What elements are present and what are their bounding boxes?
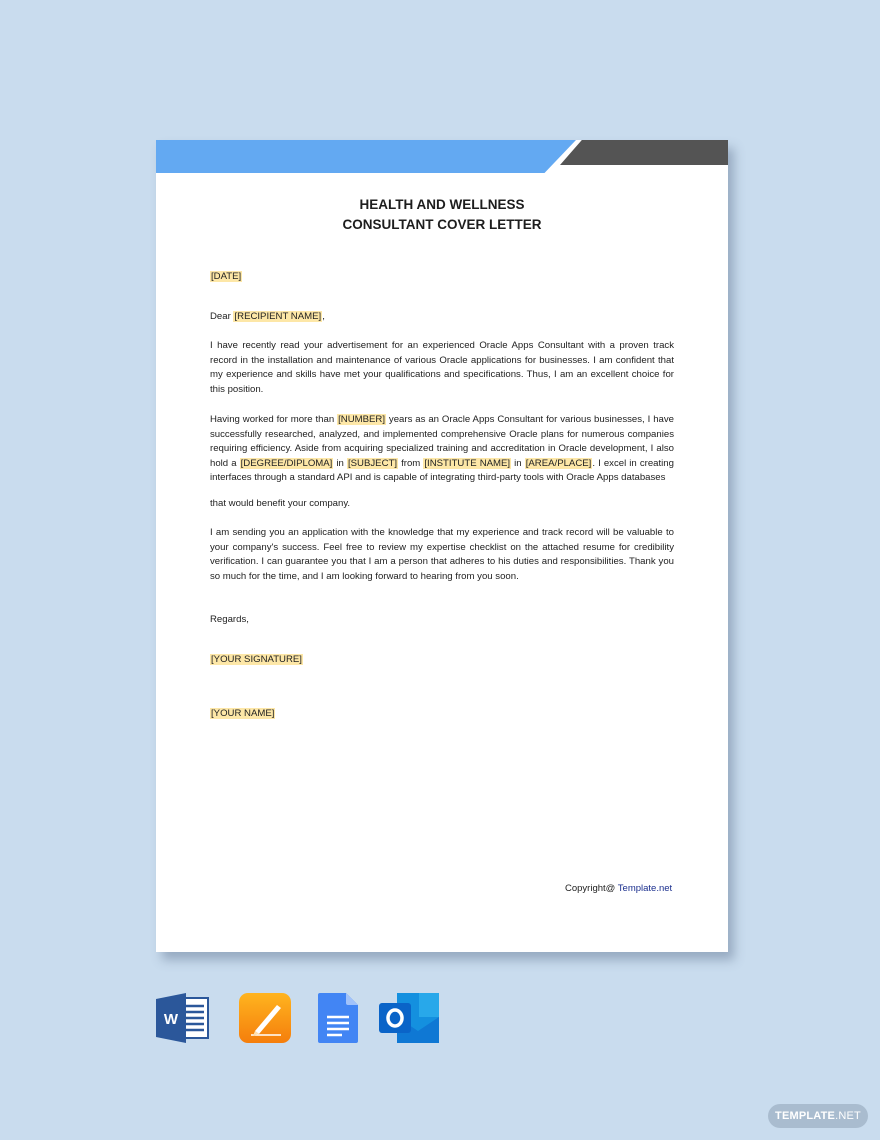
paragraph-2-tail: that would benefit your company. [210,498,351,509]
salutation [210,310,674,325]
area-placeholder: [AREA/PLACE] [525,457,592,469]
number-placeholder: [NUMBER] [338,414,385,425]
institute-placeholder: [INSTITUTE NAME] [424,457,511,469]
document-page [156,140,728,952]
p2-text: in [511,457,525,469]
template-net-badge[interactable] [768,1104,868,1128]
copyright-prefix: Copyright@ [565,883,618,894]
name-line [210,707,674,722]
word-icon[interactable] [156,993,210,1048]
closing: Regards, [210,614,249,625]
header-band-dark [560,140,728,165]
copyright-link[interactable]: Template.net [617,883,673,894]
recipient-placeholder: [RECIPIENT NAME] [234,311,322,322]
copyright [565,883,672,894]
title-line-1: HEALTH AND WELLNESS [359,197,525,212]
signature-placeholder: [YOUR SIGNATURE] [211,654,302,665]
salutation-suffix: , [322,311,325,322]
p2-text: years as an Oracle Apps Consultant for various businesses, I have successfully researched, analyzed, and implemented comprehensive Oracle plans for numerous companies requiring efficiency. Aside from acquiring specialized training and accreditation in Oracle development, I also hold a [210,414,675,469]
p2-text: in [333,457,347,469]
subject-placeholder: [SUBJECT] [347,457,398,469]
p2-text: from [398,457,424,469]
paragraph-1: I have recently read your advertisement for an experienced Oracle Apps Consultant with a proven track record in the installation and maintenance of various Oracle applications for businesses. I am confident that my experience and skills have met your qualifications and specifications. Thus, I am an excellent choice for this position. [210,340,674,395]
svg-text:W: W [163,1011,179,1028]
outlook-icon[interactable] [379,993,441,1048]
pages-icon[interactable] [239,993,291,1050]
degree-placeholder: [DEGREE/DIPLOMA] [240,457,333,469]
p2-text: Having worked for more than [210,414,338,425]
salutation-prefix: Dear [210,311,234,322]
document-title [156,195,728,235]
paragraph-3: I am sending you an application with the knowledge that my experience and track record will be valuable to your company's success. Feel free to review my expertise checklist on the attached resume for credibility verification. I can guarantee you that I am a person that adheres to his duties and responsibilities. Thank you so much for the time, and I am looking forward to hearing from you soon. [210,527,674,582]
date-placeholder: [DATE] [211,271,242,282]
header-band-blue [156,140,576,173]
title-line-2: CONSULTANT COVER LETTER [342,217,542,232]
signature-line [210,653,674,668]
p2-text: . I excel in creating interfaces through a standard API and is capable of integrating third-party tools with Oracle Apps databases [210,457,674,484]
badge-bold-text: TEMPLATE [775,1110,836,1122]
name-placeholder: [YOUR NAME] [211,708,275,719]
badge-thin-text: .NET [835,1110,861,1122]
paragraph-2 [210,413,674,486]
google-docs-icon[interactable] [318,993,358,1048]
date-line [210,270,674,285]
